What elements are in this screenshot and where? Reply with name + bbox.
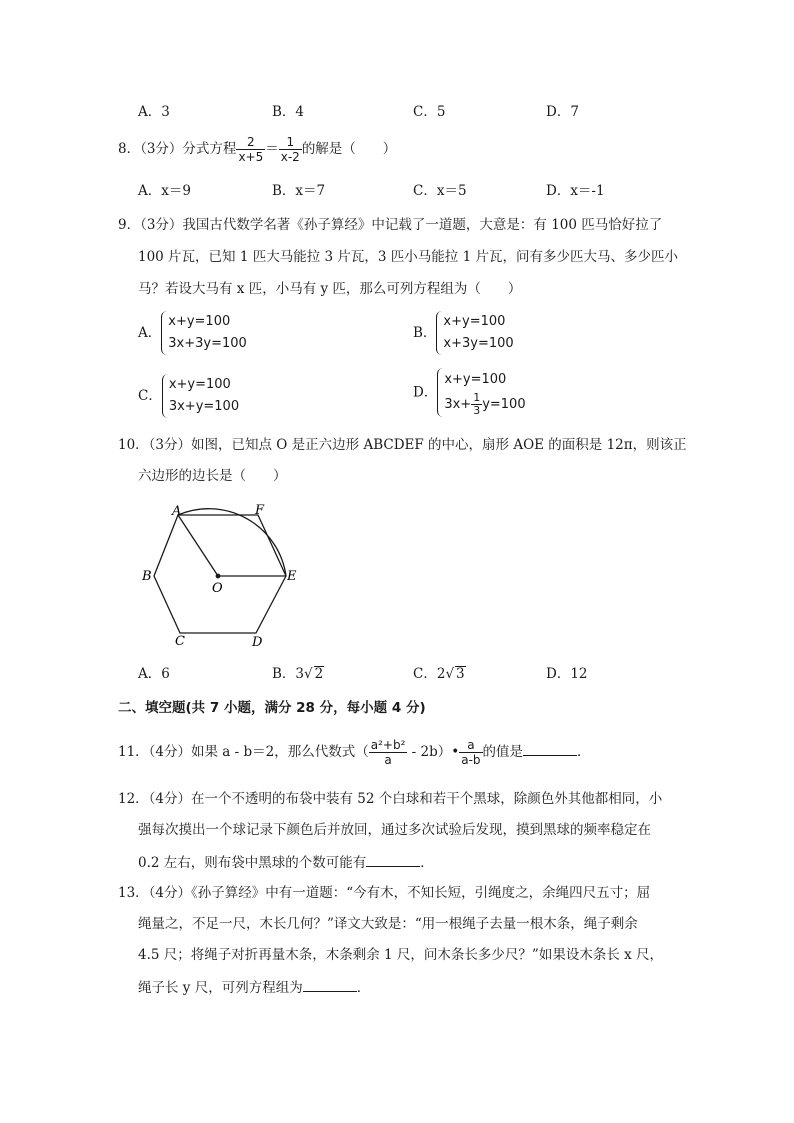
equation-system: x+y=100 3x+y=100 (162, 374, 239, 418)
q12-line-3: 0.2 左右，则布袋中黑球的个数可能有 ． (138, 852, 434, 872)
answer-blank[interactable] (366, 852, 420, 867)
answer-blank[interactable] (303, 977, 357, 992)
q13-line-2: 绳量之，不足一尺，木长几何？”译文大致是：“用一根绳子去量一根木条，绳子剩余 (138, 916, 638, 932)
label-o: O (212, 581, 223, 596)
q8-option-a: A．x＝9 (138, 183, 191, 199)
q8-option-c: C．x＝5 (413, 183, 467, 199)
label-b: B (142, 569, 152, 584)
q10-option-b: B．3√ 2 (272, 666, 324, 682)
q13-line-3: 4.5 尺；将绳子对折再量木条，木条剩余 1 尺，问木条长多少尺？”如果设木条长 x 尺， (138, 947, 664, 963)
label-a: A (172, 504, 182, 519)
label-c: C (175, 634, 185, 649)
fraction: $\frac{\text{a²+b²}}{a}$ (370, 738, 406, 767)
fraction: $\frac{a}{a-b}$ (461, 738, 481, 767)
hexagon-outline (154, 515, 286, 633)
q10-line-2: 六边形的边长是（ ） (138, 468, 287, 484)
q9-option-c: C． x+y=100 3x+y=100 (138, 374, 239, 418)
label-f: F (255, 503, 265, 518)
q13-line-4: 绳子长 y 尺，可列方程组为 ． (138, 977, 370, 997)
q9-line-2: 100 片瓦，已知 1 匹大马能拉 3 片瓦，3 匹小马能拉 1 片瓦，问有多少匹大马、多少匹小 (138, 249, 678, 265)
question-11: 11．（4分）如果 a - b＝2，那么代数式（ $\frac{\text{a²+b²}}{a}$ - 2b）• $\frac{a}{a-b}$ 的值是 ． (118, 738, 591, 767)
q12-line-1: 12．（4分）在一个不透明的布袋中装有 52 个白球和若干个黑球，除颜色外其他都相同，小 (118, 791, 663, 807)
q10-line-1: 10．（3分）如图，已知点 O 是正六边形 ABCDEF 的中心，扇形 AOE 的面积是 12π，则该正 (118, 437, 687, 453)
center-point (216, 574, 221, 579)
q8-option-b: B．x＝7 (272, 183, 326, 199)
answer-blank[interactable] (523, 741, 577, 756)
q9-line-1: 9．（3分）我国古代数学名著《孙子算经》中记载了一道题，大意是：有 100 匹马恰好拉了 (118, 217, 663, 233)
q9-option-b: B． x+y=100 x+3y=100 (413, 311, 514, 355)
label-d: D (252, 635, 263, 650)
radius-oa (178, 515, 218, 576)
q10-option-a: A．6 (138, 666, 170, 682)
q7-option-a: A．3 (138, 104, 170, 120)
q12-line-2: 强每次摸出一个球记录下颜色后并放回，通过多次试验后发现，摸到黑球的频率稳定在 (138, 822, 651, 838)
q9-option-d: D． x+y=100 3x+ $\frac{1}{3}$ y=100 (413, 368, 526, 417)
label-e: E (287, 569, 297, 584)
section-heading: 二、填空题(共 7 小题，满分 28 分，每小题 4 分) (118, 700, 426, 716)
fraction: $\frac{2}{x+5}$ (238, 135, 264, 164)
q7-option-c: C．5 (413, 104, 446, 120)
q9-line-3: 马？若设大马有 x 匹，小马有 y 匹，那么可列方程组为（ ） (138, 281, 522, 297)
q10-option-c: C．2√ 3 (413, 666, 465, 682)
equation-system: x+y=100 3x+ $\frac{1}{3}$ y=100 (437, 368, 525, 417)
equation-system: x+y=100 3x+3y=100 (161, 311, 247, 355)
q13-line-1: 13．（4分）《孙子算经》中有一道题：“今有木，不知长短，引绳度之，余绳四尺五寸；屈 (118, 885, 651, 901)
hexagon-figure (130, 495, 310, 655)
q7-option-b: B．4 (272, 104, 305, 120)
q7-option-d: D．7 (546, 104, 579, 120)
equation-system: x+y=100 x+3y=100 (436, 311, 513, 355)
fraction: $\frac{1}{3}$ (473, 391, 481, 417)
q10-option-d: D．12 (546, 666, 588, 682)
sector-arc (178, 509, 286, 576)
q9-option-a: A． x+y=100 3x+3y=100 (138, 311, 247, 355)
fraction: $\frac{1}{x-2}$ (280, 135, 300, 164)
question-8: 8．（3分）分式方程 $\frac{2}{x+5}$ ＝ $\frac{1}{x-2}$ 的解是（ ） (118, 135, 397, 164)
q8-option-d: D．x＝-1 (546, 183, 605, 199)
